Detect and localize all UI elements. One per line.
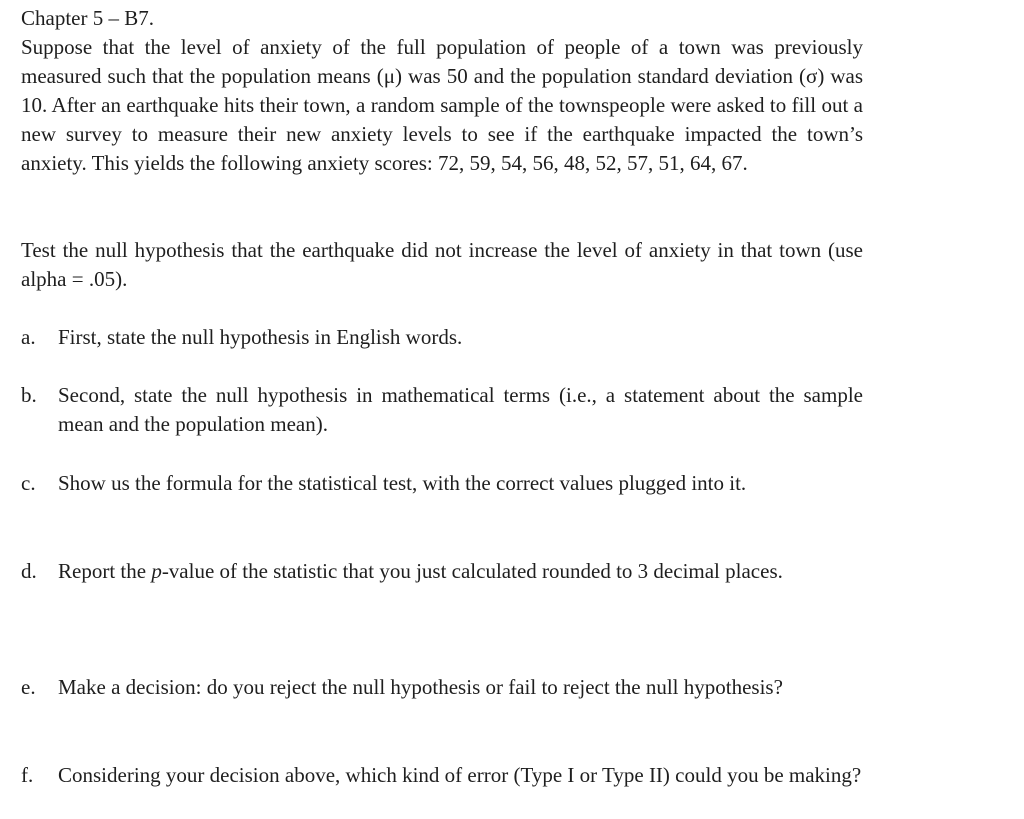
- question-letter: c.: [21, 471, 36, 495]
- question-letter: d.: [21, 559, 37, 583]
- question-d: [21, 557, 863, 673]
- question-letter: e.: [21, 675, 36, 699]
- question-text: [58, 557, 863, 586]
- document-page: [21, 4, 863, 819]
- question-c: [21, 469, 863, 557]
- question-text-after: -value of the statistic that you just calculated rounded to 3 decimal places.: [161, 559, 783, 583]
- question-a: [21, 323, 863, 381]
- question-text: Show us the formula for the statistical test, with the correct values plugged into it.: [58, 471, 747, 495]
- p-italic: p: [151, 559, 162, 583]
- problem-description: Suppose that the level of anxiety of the full population of people of a town was previously measured such that the population means (μ) was 50 and the population standard deviation (σ) was 10. After an earthquake hits their town, a random sample of the townspeople were asked to fill out a new survey to measure their new anxiety levels to see if the earthquake impacted the town’s anxiety. This yields the following anxiety scores: 72, 59, 54, 56, 48, 52, 57, 51, 64, 67.: [21, 35, 863, 175]
- question-letter: b.: [21, 383, 37, 407]
- question-b: [21, 381, 863, 469]
- question-text-before: Report the: [58, 559, 152, 583]
- question-e: [21, 673, 863, 761]
- test-instruction: Test the null hypothesis that the earthquake did not increase the level of anxiety in that town (use alpha = .05).: [21, 238, 863, 291]
- question-text: Make a decision: do you reject the null hypothesis or fail to reject the null hypothesis?: [58, 675, 783, 699]
- question-text: Considering your decision above, which kind of error (Type I or Type II) could you be making?: [58, 763, 862, 787]
- question-text: First, state the null hypothesis in English words.: [58, 325, 463, 349]
- question-letter: a.: [21, 325, 36, 349]
- chapter-title: Chapter 5 – B7.: [21, 6, 154, 30]
- question-f: [21, 761, 863, 819]
- question-letter: f.: [21, 763, 34, 787]
- question-text: Second, state the null hypothesis in mathematical terms (i.e., a statement about the sample mean and the population mean).: [58, 383, 863, 436]
